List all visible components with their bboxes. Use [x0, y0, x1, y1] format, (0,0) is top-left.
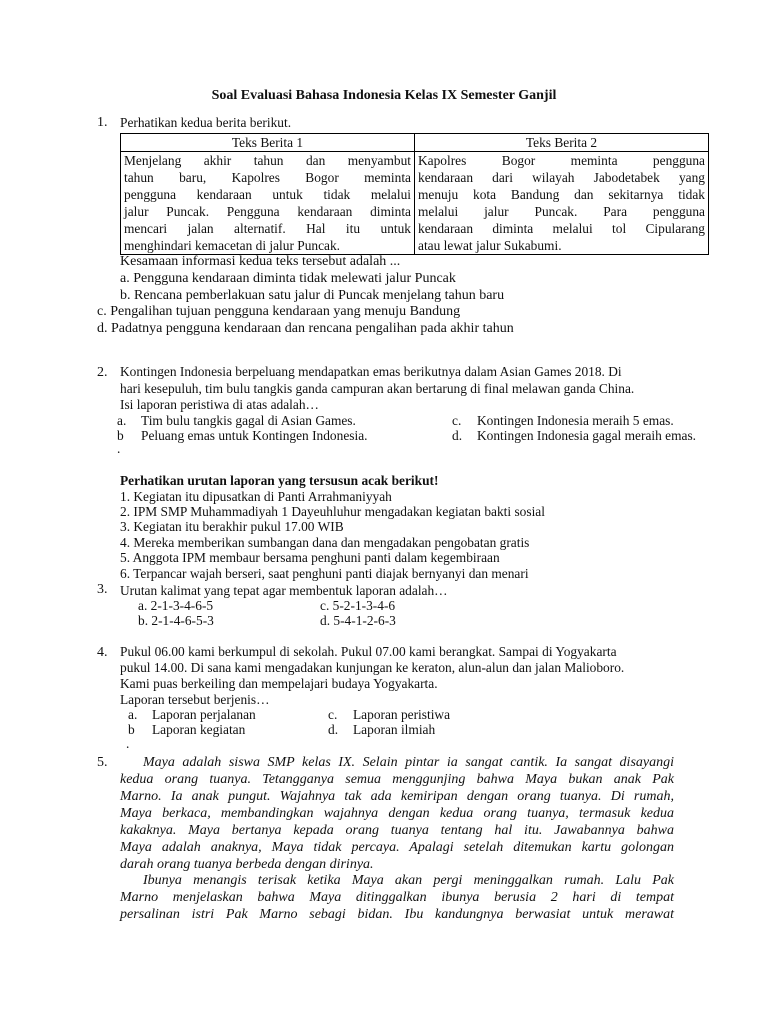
story-line: kakaknya. Maya bertanya kepada orang tuanya tentang hal itu. Jawabannya bahwa: [120, 823, 674, 838]
question-4-option-a-letter: a.: [128, 707, 138, 722]
story-line: Maya berkaca, membandingkan wajahnya dengan kedua orang tuanya, termasuk kedua: [120, 806, 674, 821]
question-3-item-1: 1. Kegiatan itu dipusatkan di Panti Arrahmaniyyah: [120, 489, 392, 504]
news-1-text: [121, 152, 415, 255]
question-3-question: Urutan kalimat yang tepat agar membentuk laporan adalah…: [120, 583, 448, 598]
story-line: Marno menjelaskan bahwa Maya ditinggalkan ibunya berusia 2 hari di tempat: [120, 890, 674, 905]
news-2-line: atau lewat jalur Sukabumi.: [418, 238, 562, 253]
question-2-option-c-letter: c.: [452, 413, 462, 428]
story-line: Maya adalah anaknya, Maya tidak percaya. Apalagi setelah ditemukan kartu golongan: [120, 840, 674, 855]
question-1-question: Kesamaan informasi kedua teks tersebut adalah ...: [120, 254, 401, 269]
news-2-line: kendaraan dari wilayah Jabodetabek yang: [418, 170, 705, 185]
question-1-number: 1.: [97, 115, 108, 130]
question-2-option-b: Peluang emas untuk Kontingen Indonesia.: [141, 428, 368, 443]
question-4-option-a: Laporan perjalanan: [152, 707, 256, 722]
question-1-option-b: b. Rencana pemberlakuan satu jalur di Puncak menjelang tahun baru: [120, 288, 505, 303]
question-4-line-1: Pukul 06.00 kami berkumpul di sekolah. Pukul 07.00 kami berangkat. Sampai di Yogyakarta: [120, 644, 617, 659]
question-4-option-c-letter: c.: [328, 707, 338, 722]
question-4-question: Laporan tersebut berjenis…: [120, 692, 270, 707]
question-2-option-a: Tim bulu tangkis gagal di Asian Games.: [141, 413, 356, 428]
table-header-news-1: Teks Berita 1: [121, 134, 415, 152]
question-2-option-d-letter: d.: [452, 428, 463, 443]
question-4-option-b: Laporan kegiatan: [152, 722, 246, 737]
question-4-option-d: Laporan ilmiah: [353, 722, 436, 737]
news-1-line: pengguna kendaraan untuk tidak melalui: [124, 187, 411, 202]
news-1-line: Menjelang akhir tahun dan menyambut: [124, 153, 411, 168]
story-line: Maya adalah siswa SMP kelas IX. Selain pintar ia sangat cantik. Ia sangat disayangi: [143, 755, 674, 770]
question-2-question: Isi laporan peristiwa di atas adalah…: [120, 397, 319, 412]
question-2-number: 2.: [97, 365, 108, 380]
news-1-line: mencari jalan alternatif. Hal itu untuk: [124, 221, 411, 236]
story-line: darah orang tuanya berbeda dengan dirinya.: [120, 857, 374, 872]
story-line: persalinan istri Pak Marno sebagi bidan. Ibu kandungnya berwasiat untuk merawat: [120, 907, 674, 922]
question-4-line-2: pukul 14.00. Di sana kami mengadakan kunjungan ke keraton, alun-alun dan jalan Malioboro.: [120, 660, 625, 675]
question-3-option-a: a. 2-1-3-4-6-5: [138, 598, 214, 613]
question-4-option-b-letter: b: [128, 722, 135, 737]
question-3-option-b: b. 2-1-4-6-5-3: [138, 613, 214, 628]
question-1-option-d: d. Padatnya pengguna kendaraan dan rencana pengalihan pada akhir tahun: [97, 321, 514, 336]
question-1-prompt: Perhatikan kedua berita berikut.: [120, 115, 292, 130]
question-2-option-a-letter: a.: [117, 413, 127, 428]
table-header-news-2: Teks Berita 2: [415, 134, 709, 152]
news-2-line: menuju kota Bandung dan sekitarnya tidak: [418, 187, 705, 202]
question-3-item-4: 4. Mereka memberikan sumbangan dana dan mengadakan pengobatan gratis: [120, 535, 530, 550]
question-3-heading: Perhatikan urutan laporan yang tersusun acak berikut!: [120, 473, 439, 488]
news-1-line: menghindari kemacetan di jalur Puncak.: [124, 238, 341, 253]
question-3-item-3: 3. Kegiatan itu berakhir pukul 17.00 WIB: [120, 519, 344, 534]
page-title: Soal Evaluasi Bahasa Indonesia Kelas IX Semester Ganjil: [211, 88, 557, 103]
question-2-option-b-letter: b: [117, 428, 124, 443]
question-4-option-c: Laporan peristiwa: [353, 707, 451, 722]
question-4-stray-dot: .: [126, 736, 130, 751]
news-comparison-table: [120, 133, 709, 255]
question-5-number: 5.: [97, 755, 108, 770]
question-3-number: 3.: [97, 582, 108, 597]
question-1-option-a: a. Pengguna kendaraan diminta tidak melewati jalur Puncak: [120, 271, 456, 286]
question-4-option-d-letter: d.: [328, 722, 339, 737]
news-1-line: tahun baru, Kapolres Bogor meminta: [124, 170, 411, 185]
question-2-option-d: Kontingen Indonesia gagal meraih emas.: [477, 428, 697, 443]
question-3-item-6: 6. Terpancar wajah berseri, saat penghuni panti diajak bernyanyi dan menari: [120, 566, 529, 581]
question-3-item-5: 5. Anggota IPM membaur bersama penghuni panti dalam kegembiraan: [120, 550, 500, 565]
question-3-item-2: 2. IPM SMP Muhammadiyah 1 Dayeuhluhur mengadakan kegiatan bakti sosial: [120, 504, 545, 519]
news-2-text: [415, 152, 709, 255]
question-4-line-3: Kami puas berkeiling dan mempelajari budaya Yogyakarta.: [120, 676, 438, 691]
story-line: Ibunya menangis terisak ketika Maya akan pergi meninggalkan rumah. Lalu Pak: [143, 873, 674, 888]
question-2-text-line-2: hari kesepuluh, tim bulu tangkis ganda campuran akan bertarung di final melawan ganda China.: [120, 381, 635, 396]
news-2-line: melalui jalur Puncak. Para pengguna: [418, 204, 705, 219]
story-line: Marno. Ia anak pungut. Wajahnya tak ada kemiripan dengan orang tuanya. Di rumah,: [120, 789, 674, 804]
question-3-option-c: c. 5-2-1-3-4-6: [320, 598, 396, 613]
question-4-number: 4.: [97, 645, 108, 660]
question-2-stray-dot: .: [117, 441, 121, 456]
question-2-option-c: Kontingen Indonesia meraih 5 emas.: [477, 413, 674, 428]
news-2-line: Kapolres Bogor meminta pengguna: [418, 153, 705, 168]
question-3-option-d: d. 5-4-1-2-6-3: [320, 613, 396, 628]
news-2-line: kendaraan diminta melalui tol Cipularang: [418, 221, 705, 236]
news-1-line: jalur Puncak. Pengguna kendaraan diminta: [124, 204, 411, 219]
question-2-text-line-1: Kontingen Indonesia berpeluang mendapatkan emas berikutnya dalam Asian Games 2018. Di: [120, 364, 622, 379]
question-1-option-c: c. Pengalihan tujuan pengguna kendaraan yang menuju Bandung: [97, 304, 461, 319]
story-line: kedua orang tuanya. Tetangganya semua menggunjing bahwa Maya bukan anak Pak: [120, 772, 674, 787]
